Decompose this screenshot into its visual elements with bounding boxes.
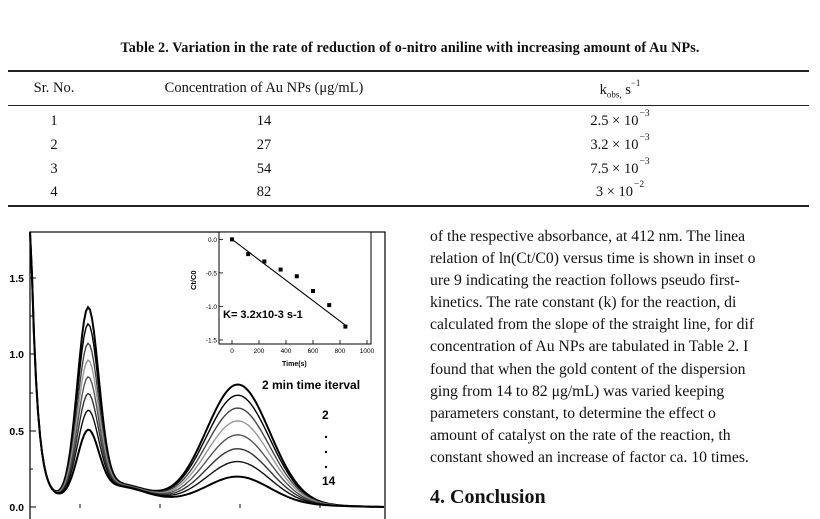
main-y-tick-label: 1.5 <box>9 273 24 285</box>
body-line: calculated from the slope of the straight line, for dif <box>430 316 755 334</box>
header-sr-no: Sr. No. <box>33 80 75 96</box>
body-line: amount of catalyst on the rate of the reaction, th <box>430 426 731 444</box>
inset-data-point <box>230 237 234 241</box>
series-dot <box>325 466 327 468</box>
table-cell-conc: 82 <box>256 184 272 200</box>
inset-y-tick-label: -1.5 <box>205 337 217 345</box>
table-top-rule <box>8 70 809 72</box>
main-y-tick-label: 0.0 <box>9 502 24 514</box>
body-line: of the respective absorbance, at 412 nm. The linea <box>430 228 746 245</box>
series-dot <box>325 451 327 453</box>
main-y-tick-label: 0.5 <box>9 426 24 438</box>
inset-data-point <box>327 303 331 307</box>
inset-frame <box>219 232 371 344</box>
table-cell-sr: 2 <box>50 137 58 153</box>
table-cell-kobs: 2.5 × 10 −3 <box>590 109 650 129</box>
series-dot <box>325 436 327 438</box>
table-cell-kobs: 3.2 × 10 −3 <box>590 133 650 153</box>
body-line: kinetics. The rate constant (k) for the reaction, di <box>430 294 737 312</box>
series-label-first: 2 <box>322 408 329 422</box>
header-concentration: Concentration of Au NPs (μg/mL) <box>164 80 364 96</box>
inset-x-tick-label: 1000 <box>359 348 375 355</box>
table-cell-conc: 54 <box>256 161 272 177</box>
inset-chart <box>189 232 375 368</box>
body-line: concentration of Au NPs are tabulated in Table 2. I <box>430 338 749 356</box>
table-cell-conc: 27 <box>256 137 272 153</box>
body-paragraph <box>430 226 820 469</box>
inset-y-tick-label: 0.0 <box>207 236 217 244</box>
inset-xlabel: Time(s) <box>282 361 307 368</box>
table-header-rule <box>8 105 809 106</box>
table-cell-kobs: 3 × 10 −2 <box>595 180 645 200</box>
inset-data-point <box>295 274 299 278</box>
body-line: parameters constant, to determine the effect o <box>430 404 716 422</box>
header-kobs: $k_{obs,}$ $s^{-1}$ <box>599 78 641 100</box>
table-caption: Table 2. Variation in the rate of reduction of o-nitro aniline with increasing amount of Au NPs. <box>120 40 700 56</box>
body-line: ging from 14 to 82 μg/mL) was varied keeping <box>430 382 725 400</box>
table-cell-sr: 1 <box>50 113 58 129</box>
table-cell-sr: 4 <box>50 184 58 200</box>
main-y-tick-label: 1.0 <box>9 349 24 361</box>
inset-data-point <box>311 289 315 293</box>
table-bottom-rule <box>8 205 809 207</box>
inset-x-tick-label: 400 <box>280 348 292 355</box>
body-line: found that when the gold content of the dispersion <box>430 360 746 378</box>
body-line: relation of ln(Ct/C0) versus time is shown in inset o <box>430 250 756 268</box>
body-line: constant showed an increase of factor ca. 10 times. <box>430 448 749 466</box>
body-line: ure 9 indicating the reaction follows pseudo first- <box>430 272 740 290</box>
inset-x-tick-label: 200 <box>253 348 265 355</box>
table-cell-kobs: 7.5 × 10 −3 <box>590 157 650 177</box>
inset-ylabel: Ct/C0 <box>189 270 198 290</box>
inset-x-tick-label: 600 <box>307 348 319 355</box>
inset-y-tick-label: -0.5 <box>205 270 217 278</box>
uv-vis-figure <box>0 212 400 519</box>
inset-x-tick-label: 800 <box>334 348 346 355</box>
inset-data-point <box>279 268 283 272</box>
inset-data-point <box>343 325 347 329</box>
inset-y-tick-label: -1.0 <box>205 303 217 311</box>
table-cell-conc: 14 <box>256 113 272 129</box>
time-interval-annotation: 2 min time iterval <box>262 378 361 392</box>
inset-rate-label: K= 3.2x10-3 s-1 <box>223 309 303 321</box>
inset-x-tick-label: 0 <box>230 348 234 355</box>
inset-data-point <box>246 252 250 256</box>
series-label-last: 14 <box>322 474 336 488</box>
table-cell-sr: 3 <box>50 161 58 177</box>
inset-data-point <box>262 259 266 263</box>
conclusion-heading: 4. Conclusion <box>430 486 546 508</box>
